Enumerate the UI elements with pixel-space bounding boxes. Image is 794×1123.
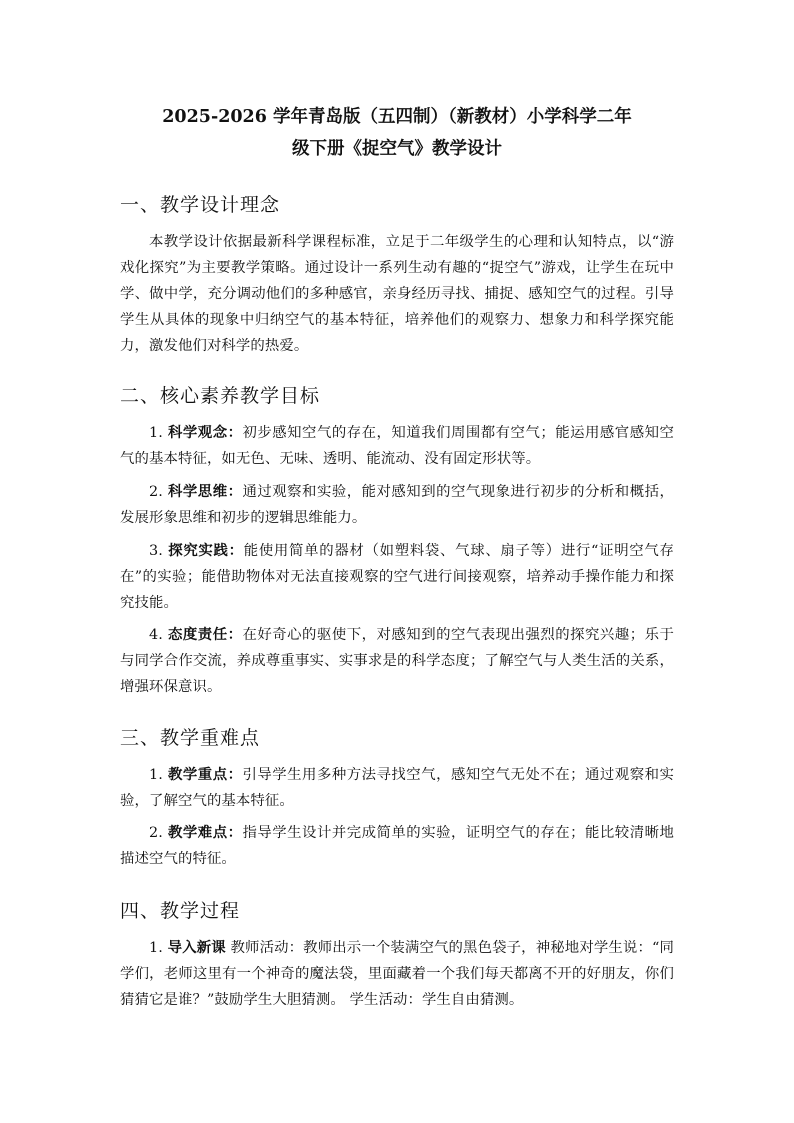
item-label: 导入新课 bbox=[167, 939, 226, 956]
title-line-2: 级下册《捉空气》教学设计 bbox=[292, 139, 502, 159]
item-label: 科学观念： bbox=[168, 424, 243, 441]
item-number: 1. bbox=[149, 767, 163, 783]
objective-item bbox=[120, 538, 674, 616]
objective-item bbox=[120, 479, 674, 531]
process-item bbox=[120, 935, 674, 1013]
item-text: 在好奇心的驱使下，对感知到的空气表现出强烈的探究兴趣；乐于与同学合作交流，养成尊重事实、实事求是的科学态度；了解空气与人类生活的关系，增强环保意识。 bbox=[120, 627, 674, 695]
item-number: 3. bbox=[149, 543, 163, 559]
item-text: 初步感知空气的存在，知道我们周围都有空气；能运用感官感知空气的基本特征，如无色、无味、透明、能流动、没有固定形状等。 bbox=[120, 425, 674, 467]
item-number: 2. bbox=[149, 484, 163, 500]
document-title bbox=[120, 101, 674, 165]
item-number: 2. bbox=[149, 825, 163, 841]
objective-item bbox=[120, 622, 674, 700]
item-label: 教学难点： bbox=[168, 824, 243, 841]
title-line-1: 2025-2026 学年青岛版（五四制）（新教材）小学科学二年 bbox=[162, 107, 632, 127]
key-point-item bbox=[120, 820, 674, 872]
item-number: 1. bbox=[149, 940, 163, 956]
section-heading-philosophy: 一、教学设计理念 bbox=[120, 194, 281, 216]
section-heading-key-points: 三、教学重难点 bbox=[120, 727, 261, 749]
item-label: 教学重点： bbox=[168, 766, 243, 783]
item-text: 引导学生用多种方法寻找空气，感知空气无处不在；通过观察和实验，了解空气的基本特征。 bbox=[120, 767, 674, 809]
item-label: 探究实践： bbox=[168, 542, 244, 559]
objective-item bbox=[120, 420, 674, 472]
section-paragraph-philosophy: 本教学设计依据最新科学课程标准，立足于二年级学生的心理和认知特点，以“游戏化探究”为主要教学策略。通过设计一系列生动有趣的“捉空气”游戏，让学生在玩中学、做中学，充分调动他们的多种感官，亲身经历寻找、捕捉、感知空气的过程。引导学生从具体的现象中归纳空气的基本特征，培养他们的观察力、想象力和科学探究能力，激发他们对科学的热爱。 bbox=[120, 234, 674, 354]
item-text: 能使用简单的器材（如塑料袋、气球、扇子等）进行“证明空气存在”的实验；能借助物体对无法直接观察的空气进行间接观察，培养动手操作能力和探究技能。 bbox=[120, 543, 674, 611]
item-number: 4. bbox=[149, 627, 163, 643]
item-text: 指导学生设计并完成简单的实验，证明空气的存在；能比较清晰地描述空气的特征。 bbox=[120, 825, 674, 867]
item-number: 1. bbox=[149, 425, 163, 441]
item-text: 通过观察和实验，能对感知到的空气现象进行初步的分析和概括，发展形象思维和初步的逻辑思维能力。 bbox=[120, 484, 674, 526]
item-text: 教师活动：教师出示一个装满空气的黑色袋子，神秘地对学生说：“同学们，老师这里有一个神奇的魔法袋，里面藏着一个我们每天都离不开的好朋友，你们猜猜它是谁？”鼓励学生大胆猜测。 学生活动：学生自由猜测。 bbox=[120, 940, 674, 1008]
item-label: 科学思维： bbox=[168, 483, 243, 500]
item-label: 态度责任： bbox=[168, 626, 243, 643]
section-heading-process: 四、教学过程 bbox=[120, 900, 241, 922]
key-point-item bbox=[120, 762, 674, 814]
section-heading-objectives: 二、核心素养教学目标 bbox=[120, 385, 321, 407]
